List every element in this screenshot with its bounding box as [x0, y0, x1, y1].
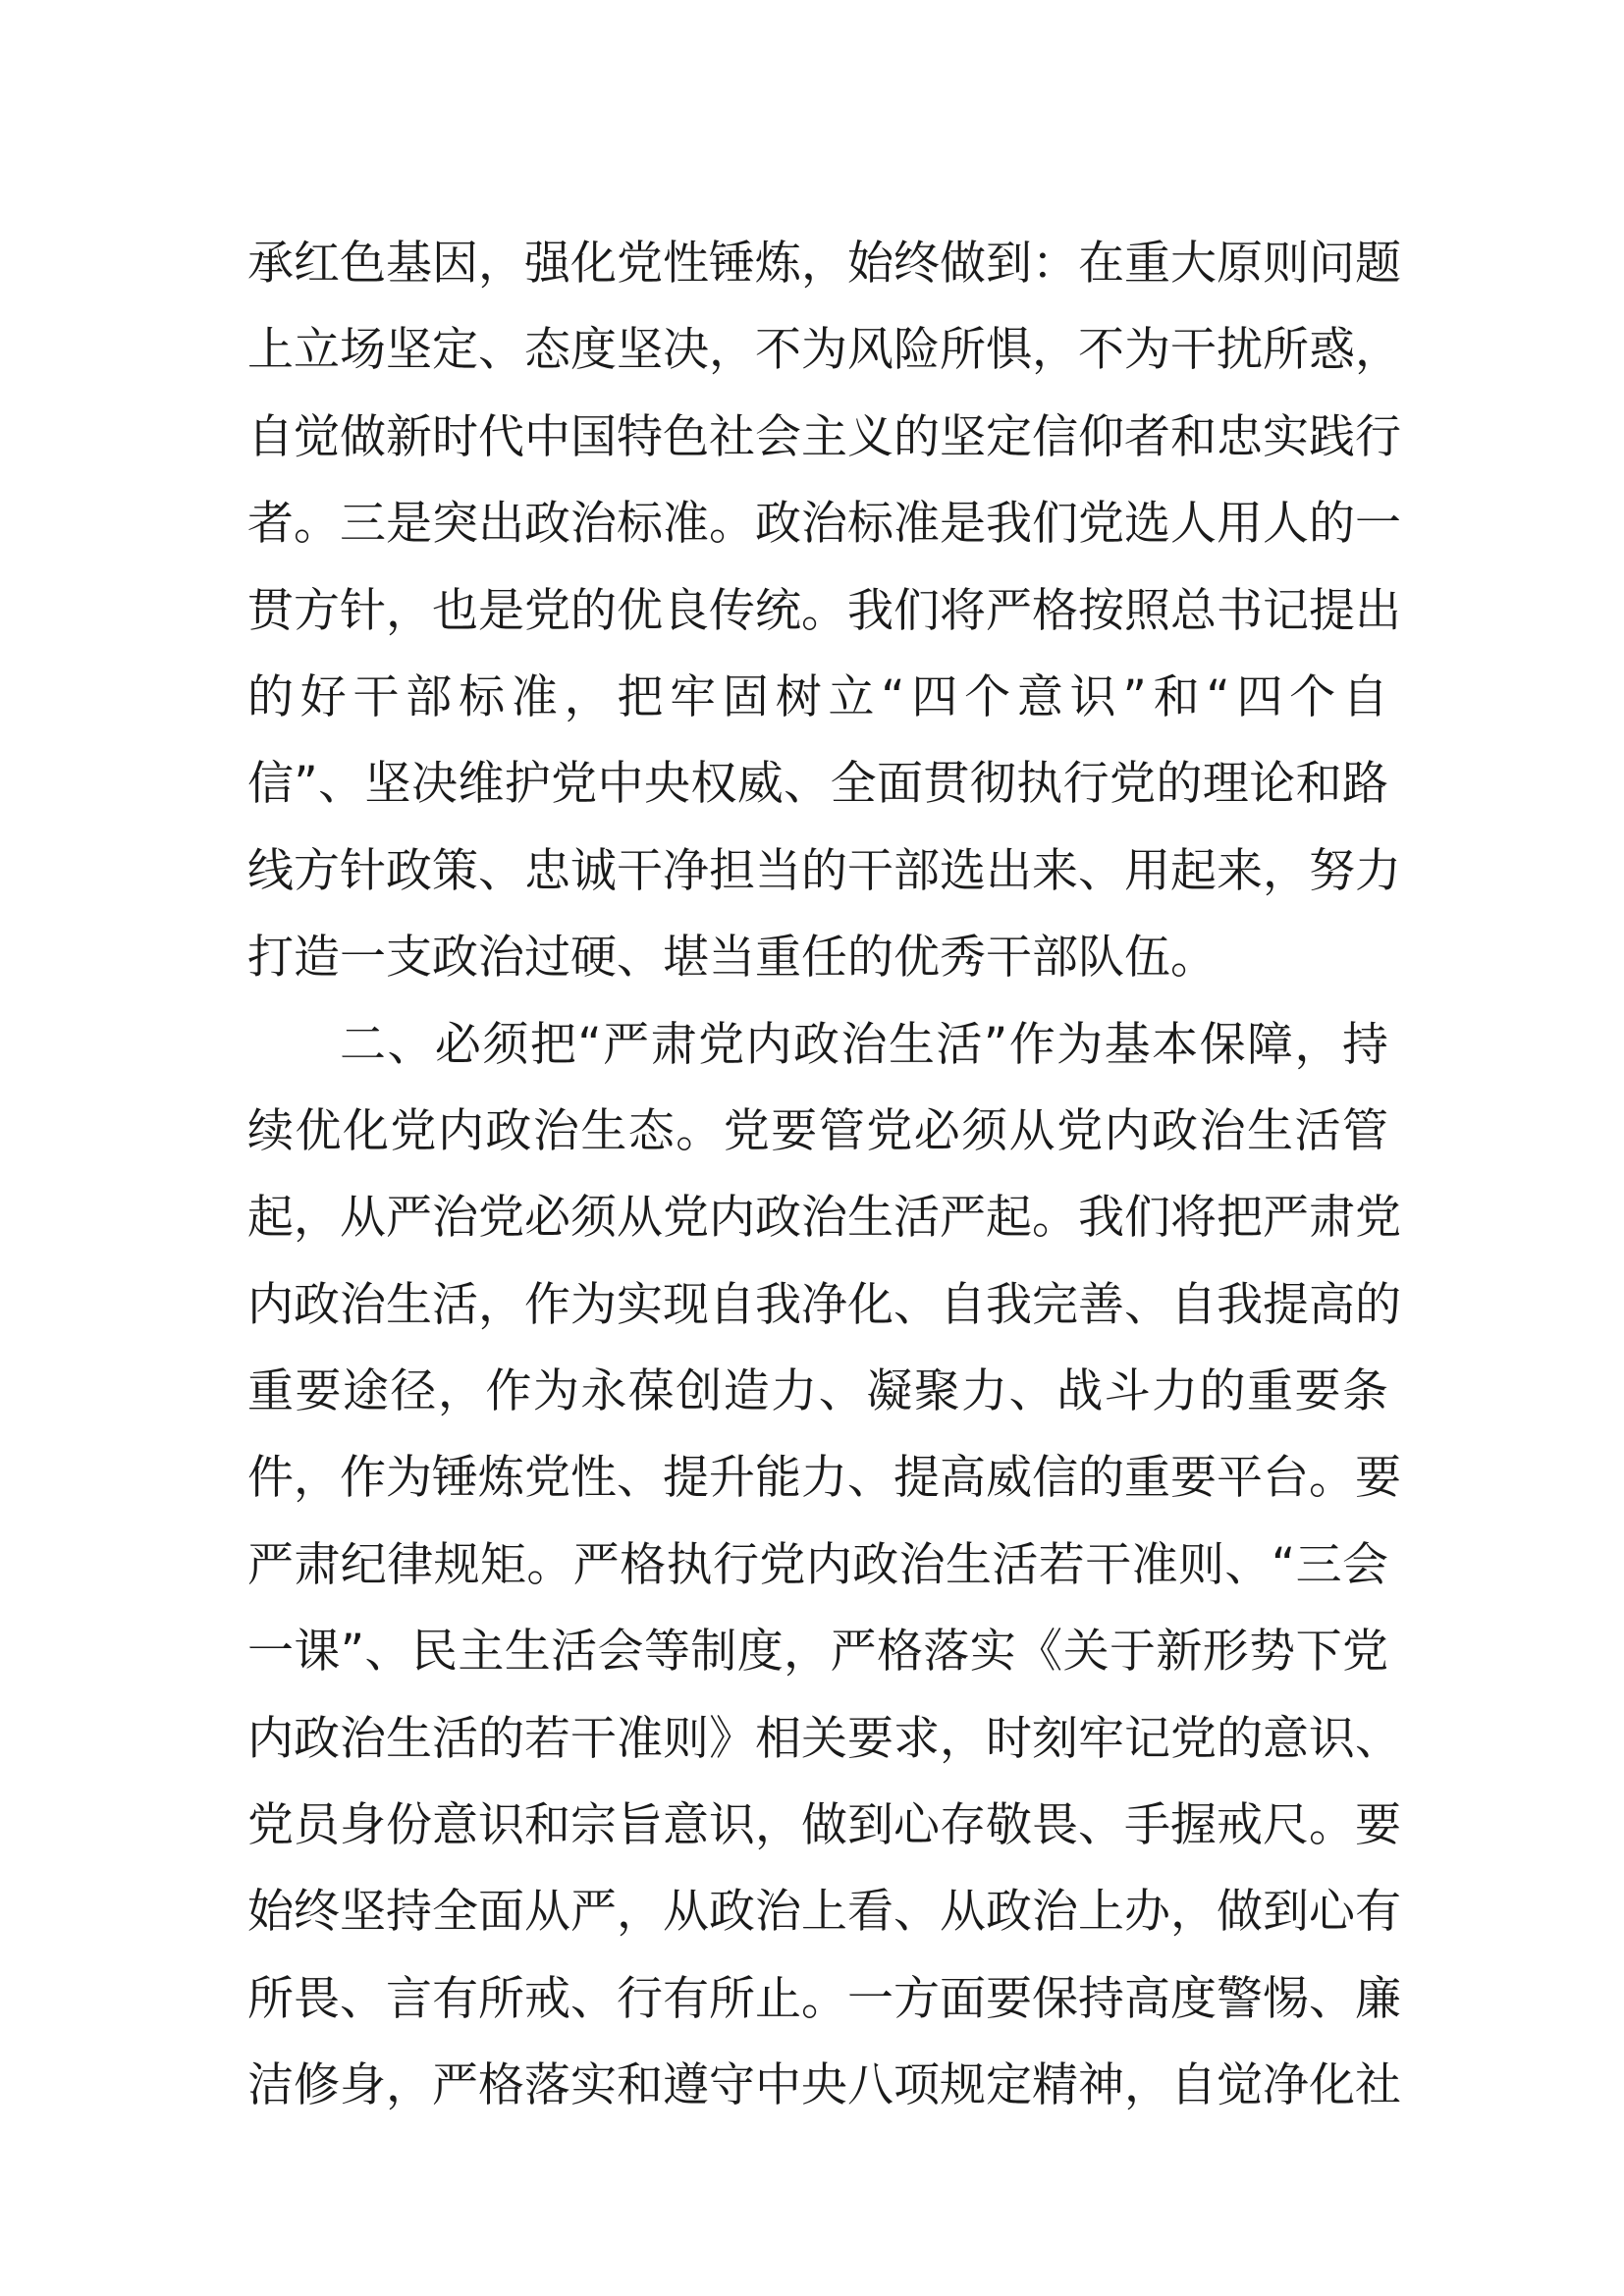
text-line: 贯方针，也是党的优良传统。我们将严格按照总书记提出	[247, 583, 1401, 638]
text-line: 承红色基因，强化党性锤炼，始终做到：在重大原则问题	[247, 237, 1401, 291]
text-line: 自觉做新时代中国特色社会主义的坚定信仰者和忠实践行	[247, 409, 1401, 464]
text-line: 者。三是突出政治标准。政治标准是我们党选人用人的一	[247, 497, 1401, 552]
section-heading-line: 二、必须把“严肃党内政治生活”作为基本保障，持	[340, 1017, 1388, 1072]
text-line: 所畏、言有所戒、行有所止。一方面要保持高度警惕、廉	[247, 1971, 1401, 2026]
text-line: 重要途径，作为永葆创造力、凝聚力、战斗力的重要条	[247, 1364, 1388, 1419]
text-line: 的好干部标准，把牢固树立“四个意识”和“四个自	[247, 669, 1388, 724]
text-line: 打造一支政治过硬、堪当重任的优秀干部队伍。	[247, 931, 1217, 986]
text-line: 信”、坚决维护党中央权威、全面贯彻执行党的理论和路	[247, 757, 1388, 812]
text-line: 一课”、民主生活会等制度，严格落实《关于新形势下党	[247, 1625, 1388, 1680]
text-line: 内政治生活的若干准则》相关要求，时刻牢记党的意识、	[247, 1711, 1401, 1766]
text-line: 起，从严治党必须从党内政治生活严起。我们将把严肃党	[247, 1191, 1401, 1246]
text-line: 始终坚持全面从严，从政治上看、从政治上办，做到心有	[247, 1885, 1401, 1940]
text-line: 内政治生活，作为实现自我净化、自我完善、自我提高的	[247, 1277, 1401, 1332]
body-text	[247, 221, 1401, 2130]
text-line: 严肃纪律规矩。严格执行党内政治生活若干准则、“三会	[247, 1537, 1388, 1592]
text-line: 洁修身，严格落实和遵守中央八项规定精神，自觉净化社	[247, 2058, 1401, 2113]
text-line: 线方针政策、忠诚干净担当的干部选出来、用起来，努力	[247, 843, 1401, 898]
text-line: 件，作为锤炼党性、提升能力、提高威信的重要平台。要	[247, 1451, 1401, 1506]
text-line: 上立场坚定、态度坚决，不为风险所惧，不为干扰所惑，	[247, 323, 1401, 378]
text-line: 党员身份意识和宗旨意识，做到心存敬畏、手握戒尺。要	[247, 1798, 1401, 1853]
text-line: 续优化党内政治生态。党要管党必须从党内政治生活管	[247, 1103, 1388, 1158]
